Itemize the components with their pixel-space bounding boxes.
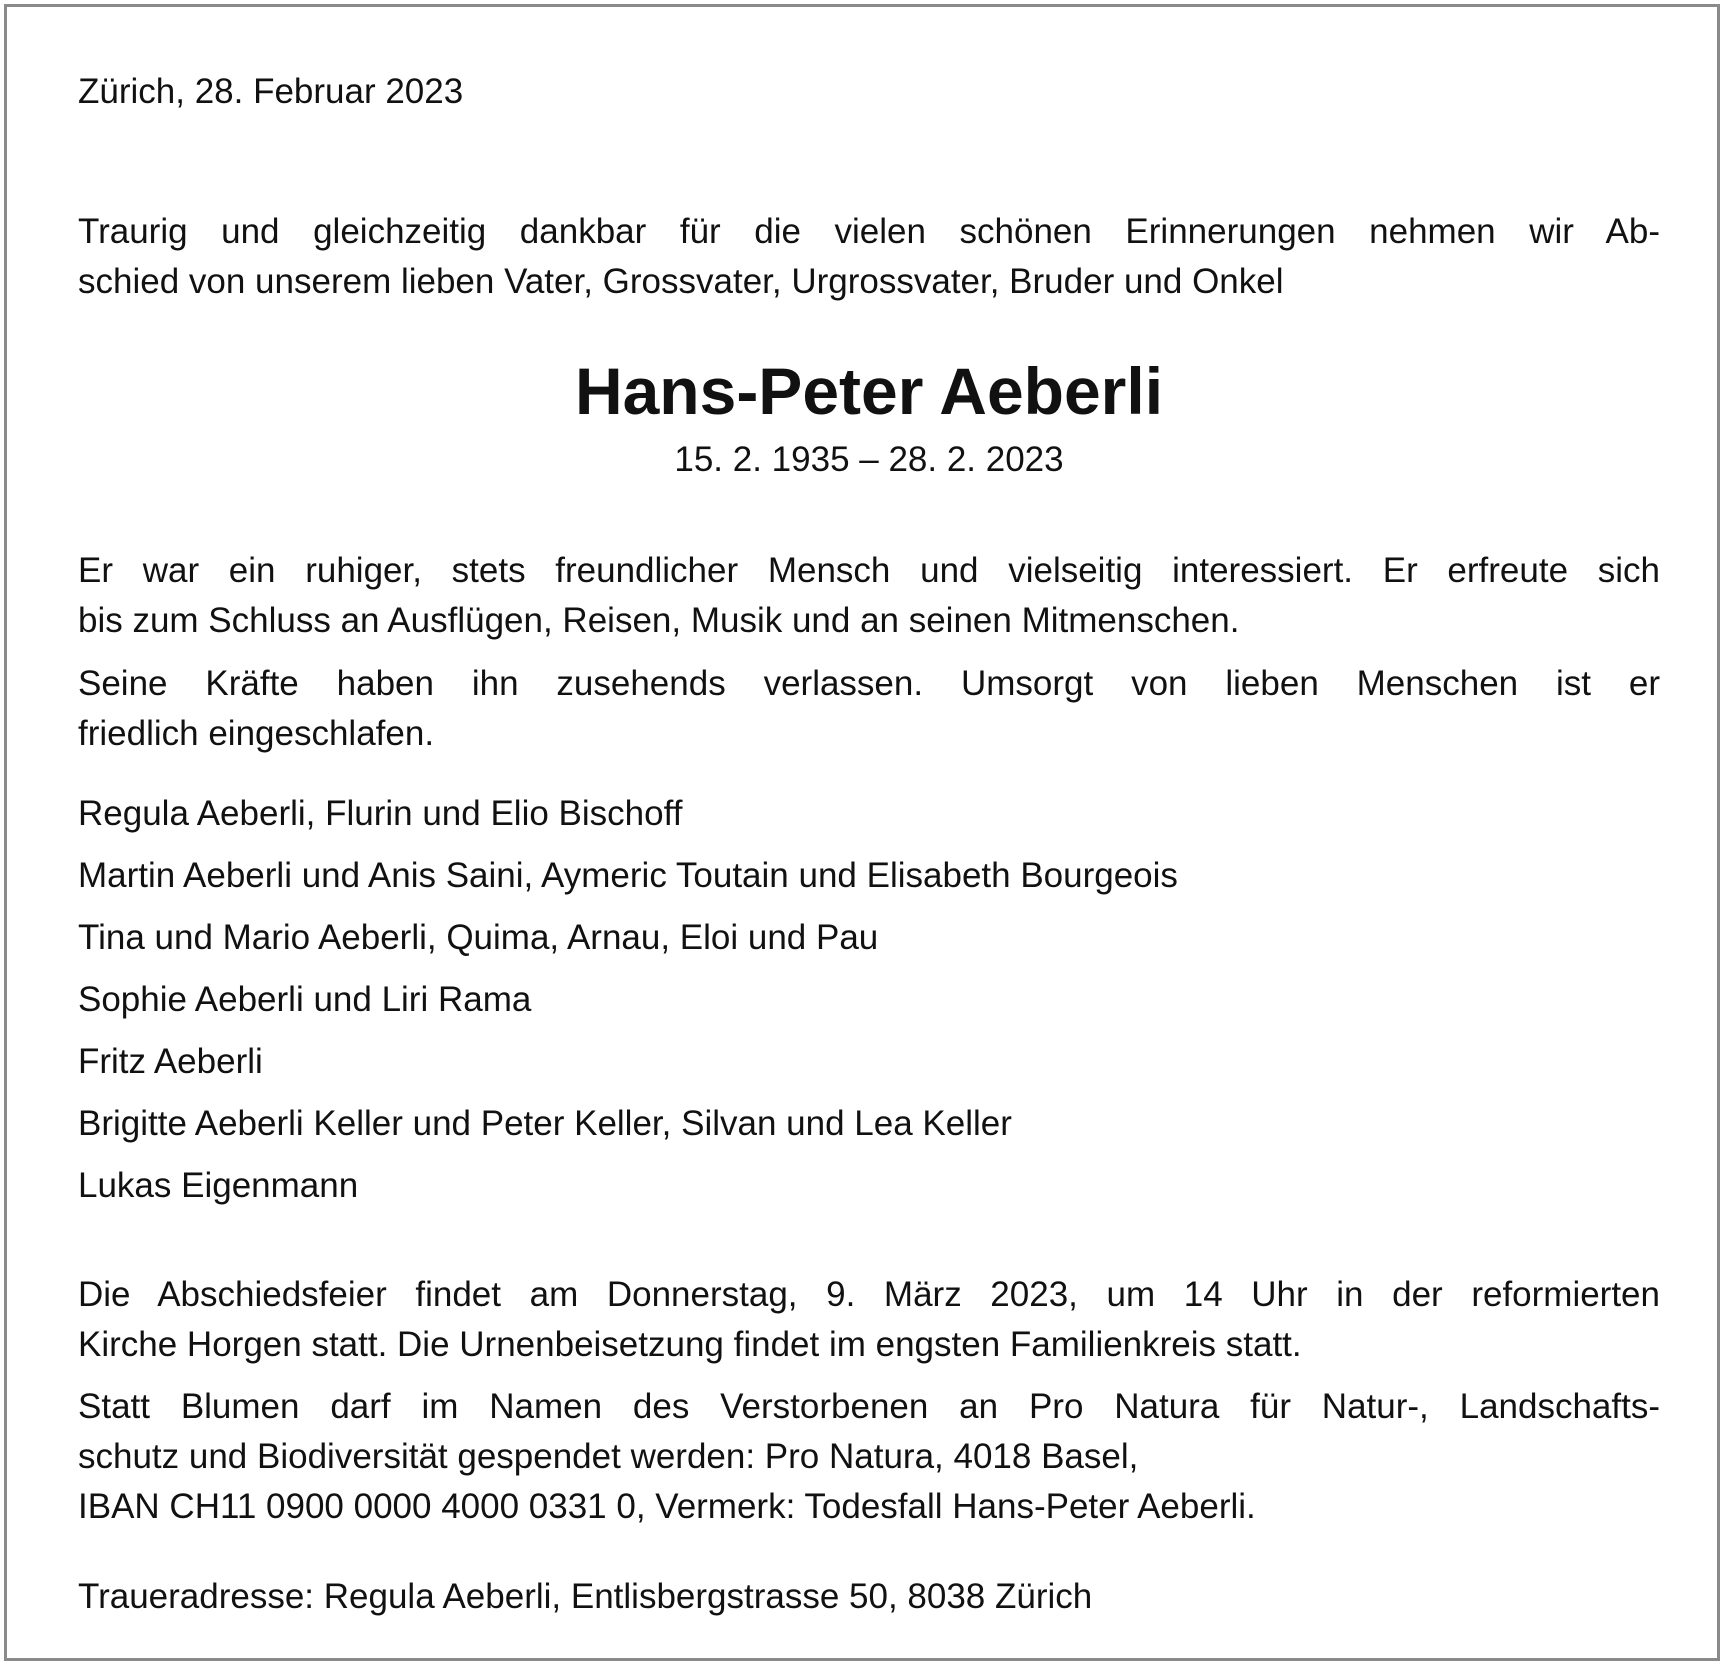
mourner-line: Sophie Aeberli und Liri Rama xyxy=(78,980,532,1019)
place-date: Zürich, 28. Februar 2023 xyxy=(78,72,464,111)
deceased-name: Hans-Peter Aeberli xyxy=(574,354,1164,428)
ceremony-line: Die Abschiedsfeier findet am Donnerstag, 9. März 2023, um 14 Uhr in der reformierten xyxy=(78,1275,1660,1314)
donation-line: Statt Blumen darf im Namen des Verstorbenen an Pro Natura für Natur-, Landschafts- xyxy=(78,1387,1660,1426)
obituary-notice xyxy=(4,4,1720,1661)
intro-line: schied von unserem lieben Vater, Grossvater, Urgrossvater, Bruder und Onkel xyxy=(78,262,1284,301)
mourner-line: Fritz Aeberli xyxy=(78,1042,263,1081)
mourner-line: Regula Aeberli, Flurin und Elio Bischoff xyxy=(78,794,683,833)
mourning-address: Traueradresse: Regula Aeberli, Entlisbergstrasse 50, 8038 Zürich xyxy=(78,1577,1093,1616)
life-dates: 15. 2. 1935 – 28. 2. 2023 xyxy=(674,440,1064,479)
intro-line: Traurig und gleichzeitig dankbar für die vielen schönen Erinnerungen nehmen wir Ab- xyxy=(78,212,1660,251)
ceremony-line: Kirche Horgen statt. Die Urnenbeisetzung findet im engsten Familienkreis statt. xyxy=(78,1325,1302,1364)
mourner-line: Brigitte Aeberli Keller und Peter Keller, Silvan und Lea Keller xyxy=(78,1104,1012,1143)
tribute-line: Seine Kräfte haben ihn zusehends verlassen. Umsorgt von lieben Menschen ist er xyxy=(78,664,1660,703)
mourner-line: Martin Aeberli und Anis Saini, Aymeric Toutain und Elisabeth Bourgeois xyxy=(78,856,1178,895)
tribute-line: Er war ein ruhiger, stets freundlicher Mensch und vielseitig interessiert. Er erfreute sich xyxy=(78,551,1660,590)
mourner-line: Tina und Mario Aeberli, Quima, Arnau, Eloi und Pau xyxy=(78,918,879,957)
donation-line: IBAN CH11 0900 0000 4000 0331 0, Vermerk: Todesfall Hans-Peter Aeberli. xyxy=(78,1487,1256,1526)
mourner-line: Lukas Eigenmann xyxy=(78,1166,359,1205)
tribute-line: friedlich eingeschlafen. xyxy=(78,714,435,753)
tribute-line: bis zum Schluss an Ausflügen, Reisen, Musik und an seinen Mitmenschen. xyxy=(78,601,1240,640)
donation-line: schutz und Biodiversität gespendet werden: Pro Natura, 4018 Basel, xyxy=(78,1437,1139,1476)
